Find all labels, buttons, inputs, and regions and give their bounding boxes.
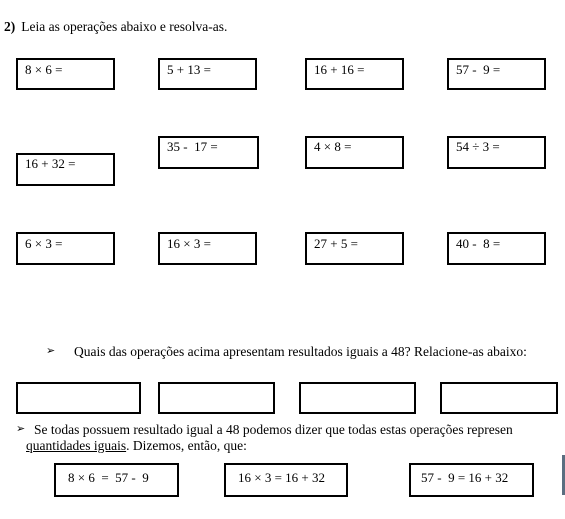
bullet-arrow-icon: ➢ <box>46 345 56 357</box>
operation-box: 4 × 8 = <box>305 136 404 169</box>
operation-box: 16 + 16 = <box>305 58 404 90</box>
exercise-heading <box>4 19 227 35</box>
relation-box: 8 × 6 = 57 - 9 <box>54 463 179 497</box>
answer-box[interactable] <box>440 382 558 414</box>
operation-box: 57 - 9 = <box>447 58 546 90</box>
answer-box[interactable] <box>299 382 416 414</box>
answer-box[interactable] <box>158 382 275 414</box>
operation-box: 6 × 3 = <box>16 232 115 265</box>
relation-box: 16 × 3 = 16 + 32 <box>224 463 348 497</box>
operation-box: 35 - 17 = <box>158 136 259 169</box>
relation-box: 57 - 9 = 16 + 32 <box>409 463 534 497</box>
underlined-phrase: quantidades iguais <box>26 438 127 453</box>
question-2-line-1: Se todas possuem resultado igual a 48 podemos dizer que todas estas operações represen <box>34 422 513 437</box>
operation-box: 54 ÷ 3 = <box>447 136 546 169</box>
question-2-line-2 <box>26 438 247 454</box>
operation-box: 27 + 5 = <box>305 232 404 265</box>
operation-box: 16 × 3 = <box>158 232 257 265</box>
exercise-instruction: Leia as operações abaixo e resolva-as. <box>21 19 228 34</box>
answer-box[interactable] <box>16 382 141 414</box>
question-2-line-2-rest: . Dizemos, então, que: <box>126 438 247 453</box>
bullet-arrow-icon: ➢ <box>16 423 26 435</box>
operation-box: 40 - 8 = <box>447 232 546 265</box>
exercise-number: 2) <box>4 19 16 34</box>
operation-box: 5 + 13 = <box>158 58 257 90</box>
operation-box: 8 × 6 = <box>16 58 115 90</box>
question-1-text: Quais das operações acima apresentam resultados iguais a 48? Relacione-as abaixo: <box>74 344 527 359</box>
operation-box: 16 + 32 = <box>16 153 115 186</box>
